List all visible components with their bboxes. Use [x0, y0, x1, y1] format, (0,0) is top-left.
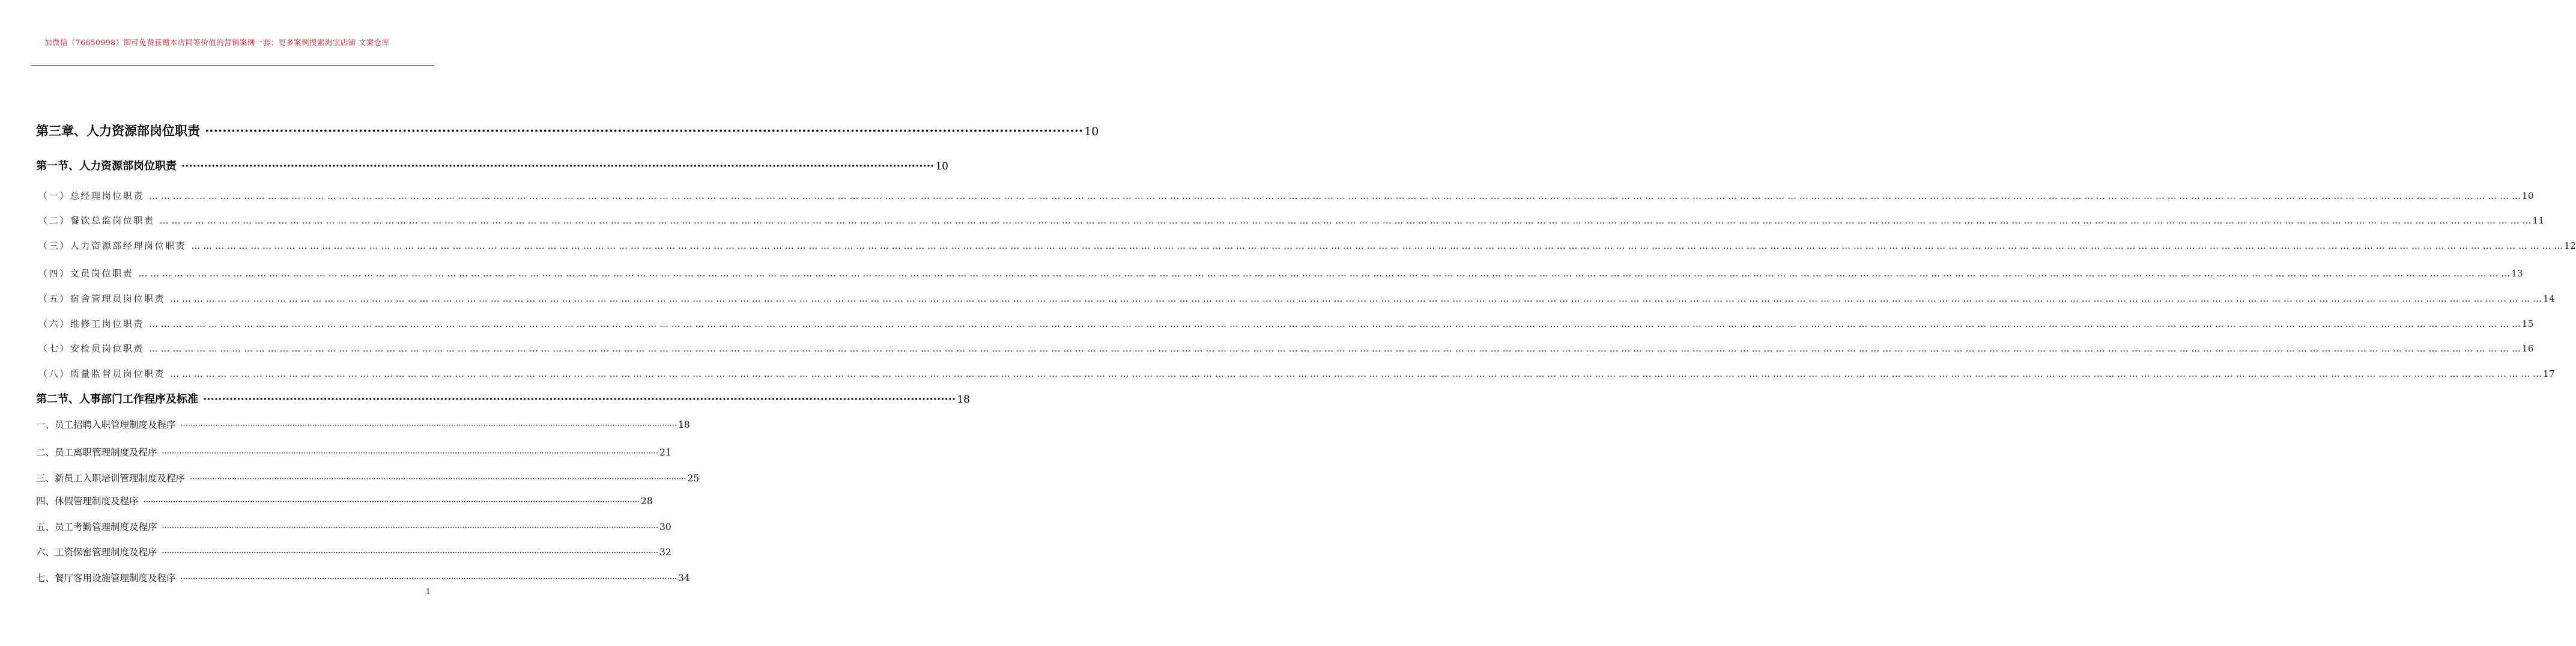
toc-item-title: 二、员工离职管理制度及程序: [36, 447, 157, 458]
toc-page-number: 21: [659, 447, 671, 458]
toc-page-number: 11: [2532, 215, 2545, 226]
toc-section-entry[interactable]: [36, 391, 970, 406]
toc-subsection-entry[interactable]: [38, 189, 2534, 202]
toc-leader-dots: ········································································································································································································: [190, 475, 686, 484]
toc-subsection-entry[interactable]: [38, 292, 2556, 305]
page-number: 1: [426, 587, 431, 596]
toc-item-title: （二）餐饮总监岗位职责: [38, 215, 155, 226]
toc-subsection-entry[interactable]: [38, 214, 2545, 227]
toc-chapter-entry[interactable]: [36, 121, 1099, 139]
toc-leader-dots: ········································································································································································································: [162, 549, 658, 558]
toc-leader-dots: … … … … … … … … … … … … … … … … … … … … … … … … … … … … … … … … … … … … … … … … … … … … … … … … … … … … … … … … … … … … … … … … … … … … … … … … … … … … … … … … … … … … … … … … … … … … … … … … … … … … … … … … … … … … … … … … … … … … … … … … … … … … … … … … … … … … … … … … … … … … … … … … … … … … … … … … … … … … … … … … … … … … … … … … … … … … … … … … … … … … … … … … … … … … … … … … … … … … … … … …: [149, 190, 2521, 201]
toc-leader-dots: … … … … … … … … … … … … … … … … … … … … … … … … … … … … … … … … … … … … … … … … … … … … … … … … … … … … … … … … … … … … … … … … … … … … … … … … … … … … … … … … … … … … … … … … … … … … … … … … … … … … … … … … … … … … … … … … … … … … … … … … … … … … … … … … … … … … … … … … … … … … … … … … … … … … … … … … … … … … … … … … … … … … … … … … … … … … … … … … … … … … … … … … … … … … … … … … … … … … … … … …: [170, 368, 2542, 379]
toc-page-number: 10: [1084, 125, 1099, 138]
toc-item-title: 七、餐厅客用设施管理制度及程序: [36, 573, 176, 584]
toc-leader-dots: ········································································································································································································: [203, 393, 956, 406]
toc-page-number: 18: [957, 394, 970, 406]
toc-item-title: （四）文员岗位职责: [38, 268, 134, 279]
toc-page-number: 17: [2543, 368, 2556, 379]
toc-item-title: 三、新员工入职培训管理制度及程序: [36, 473, 186, 484]
promo-header-notice: 加微信（76650998）即可免费获赠本店同等价值的营销案例一套；更多案例搜索淘宝店铺 文案仓库: [44, 38, 390, 47]
toc-leader-dots: … … … … … … … … … … … … … … … … … … … … … … … … … … … … … … … … … … … … … … … … … … … … … … … … … … … … … … … … … … … … … … … … … … … … … … … … … … … … … … … … … … … … … … … … … … … … … … … … … … … … … … … … … … … … … … … … … … … … … … … … … … … … … … … … … … … … … … … … … … … … … … … … … … … … … … … … … … … … … … … … … … … … … … … … … … … … … … … … … … … … … … … … … … … … … … … … … … … … … … … …: [149, 343, 2521, 354]
toc-item-title: （一）总经理岗位职责: [38, 190, 145, 201]
toc-leader-dots: … … … … … … … … … … … … … … … … … … … … … … … … … … … … … … … … … … … … … … … … … … … … … … … … … … … … … … … … … … … … … … … … … … … … … … … … … … … … … … … … … … … … … … … … … … … … … … … … … … … … … … … … … … … … … … … … … … … … … … … … … … … … … … … … … … … … … … … … … … … … … … … … … … … … … … … … … … … … … … … … … … … … … … … … … … … … … … … … … … … … … … … … … … … … … … … … … … … … … … … …: [170, 293, 2542, 304]
toc-item-title: 五、员工考勤管理制度及程序: [36, 522, 157, 532]
toc-item-title: （八）质量监督员岗位职责: [38, 368, 166, 379]
toc-item-entry[interactable]: [36, 418, 690, 431]
toc-subsection-entry[interactable]: [38, 367, 2556, 380]
toc-leader-dots: ········································································································································································································: [181, 160, 935, 172]
toc-page-number: 13: [2511, 268, 2524, 279]
toc-page-number: 28: [640, 496, 653, 507]
toc-page-number: 16: [2521, 343, 2534, 354]
toc-item-entry[interactable]: [36, 471, 700, 484]
toc-item-title: 六、工资保密管理制度及程序: [36, 547, 157, 558]
toc-item-title: （六）维修工岗位职责: [38, 318, 145, 329]
toc-item-entry[interactable]: [36, 445, 671, 459]
toc-page-number: 30: [659, 522, 671, 532]
toc-item-title: （三）人力资源部经理岗位职责: [38, 240, 187, 251]
toc-leader-dots: ········································································································································································································: [143, 498, 640, 507]
toc-leader-dots: ········································································································································································································: [205, 123, 1083, 138]
toc-item-title: （五）宿舍管理员岗位职责: [38, 293, 166, 304]
toc-subsection-entry[interactable]: [38, 239, 2576, 252]
toc-page-number: 15: [2521, 318, 2534, 329]
toc-item-title: （七）安检员岗位职责: [38, 343, 145, 354]
toc-leader-dots: ········································································································································································································: [162, 449, 658, 458]
toc-item-title: 一、员工招聘入职管理制度及程序: [36, 419, 176, 430]
toc-page-number: 34: [677, 573, 690, 584]
toc-item-title: 四、休假管理制度及程序: [36, 496, 139, 507]
toc-page-number: 14: [2543, 293, 2556, 304]
toc-leader-dots: … … … … … … … … … … … … … … … … … … … … … … … … … … … … … … … … … … … … … … … … … … … … … … … … … … … … … … … … … … … … … … … … … … … … … … … … … … … … … … … … … … … … … … … … … … … … … … … … … … … … … … … … … … … … … … … … … … … … … … … … … … … … … … … … … … … … … … … … … … … … … … … … … … … … … … … … … … … … … … … … … … … … … … … … … … … … … … … … … … … … … … … … … … … … … … … … … … … … … … … …: [149, 318, 2521, 329]
toc-chapter-title: 第三章、人力资源部岗位职责: [36, 123, 200, 138]
toc-page-number: 10: [2521, 190, 2534, 201]
toc-section-entry[interactable]: [36, 157, 948, 173]
toc-item-entry[interactable]: [36, 520, 671, 533]
toc-page-number: 12: [2564, 240, 2576, 251]
toc-leader-dots: … … … … … … … … … … … … … … … … … … … … … … … … … … … … … … … … … … … … … … … … … … … … … … … … … … … … … … … … … … … … … … … … … … … … … … … … … … … … … … … … … … … … … … … … … … … … … … … … … … … … … … … … … … … … … … … … … … … … … … … … … … … … … … … … … … … … … … … … … … … … … … … … … … … … … … … … … … … … … … … … … … … … … … … … … … … … … … … … … … … … … … … … … … … … … … … … … … … … … … … …: [159, 215, 2532, 226]
toc-section-title: 第二节、人事部门工作程序及标准: [36, 393, 198, 406]
toc-page-number: 32: [659, 547, 671, 558]
toc-leader-dots: … … … … … … … … … … … … … … … … … … … … … … … … … … … … … … … … … … … … … … … … … … … … … … … … … … … … … … … … … … … … … … … … … … … … … … … … … … … … … … … … … … … … … … … … … … … … … … … … … … … … … … … … … … … … … … … … … … … … … … … … … … … … … … … … … … … … … … … … … … … … … … … … … … … … … … … … … … … … … … … … … … … … … … … … … … … … … … … … … … … … … … … … … … … … … … … … … … … … … … … …: [138, 268, 2511, 279]
toc-subsection-entry[interactable]: [38, 342, 2534, 355]
toc-subsection-entry[interactable]: [38, 317, 2534, 330]
toc-leader-dots: ········································································································································································································: [162, 523, 658, 532]
toc-item-entry[interactable]: [36, 494, 653, 507]
toc-subsection-entry[interactable]: [38, 267, 2524, 279]
toc-leader-dots: … … … … … … … … … … … … … … … … … … … … … … … … … … … … … … … … … … … … … … … … … … … … … … … … … … … … … … … … … … … … … … … … … … … … … … … … … … … … … … … … … … … … … … … … … … … … … … … … … … … … … … … … … … … … … … … … … … … … … … … … … … … … … … … … … … … … … … … … … … … … … … … … … … … … … … … … … … … … … … … … … … … … … … … … … … … … … … … … … … … … … … … … … … … … … … … … … … … … … … … …: [191, 240, 2563, 251]
toc-page-number: 25: [687, 473, 700, 484]
toc-leader-dots: ········································································································································································································: [180, 574, 677, 584]
toc-page-number: 18: [677, 419, 690, 430]
toc-leader-dots: ········································································································································································································: [180, 421, 677, 430]
toc-item-entry[interactable]: [36, 571, 690, 584]
toc-section-title: 第一节、人力资源部岗位职责: [36, 160, 177, 172]
toc-item-entry[interactable]: [36, 545, 671, 558]
toc-page-number: 10: [935, 160, 948, 172]
